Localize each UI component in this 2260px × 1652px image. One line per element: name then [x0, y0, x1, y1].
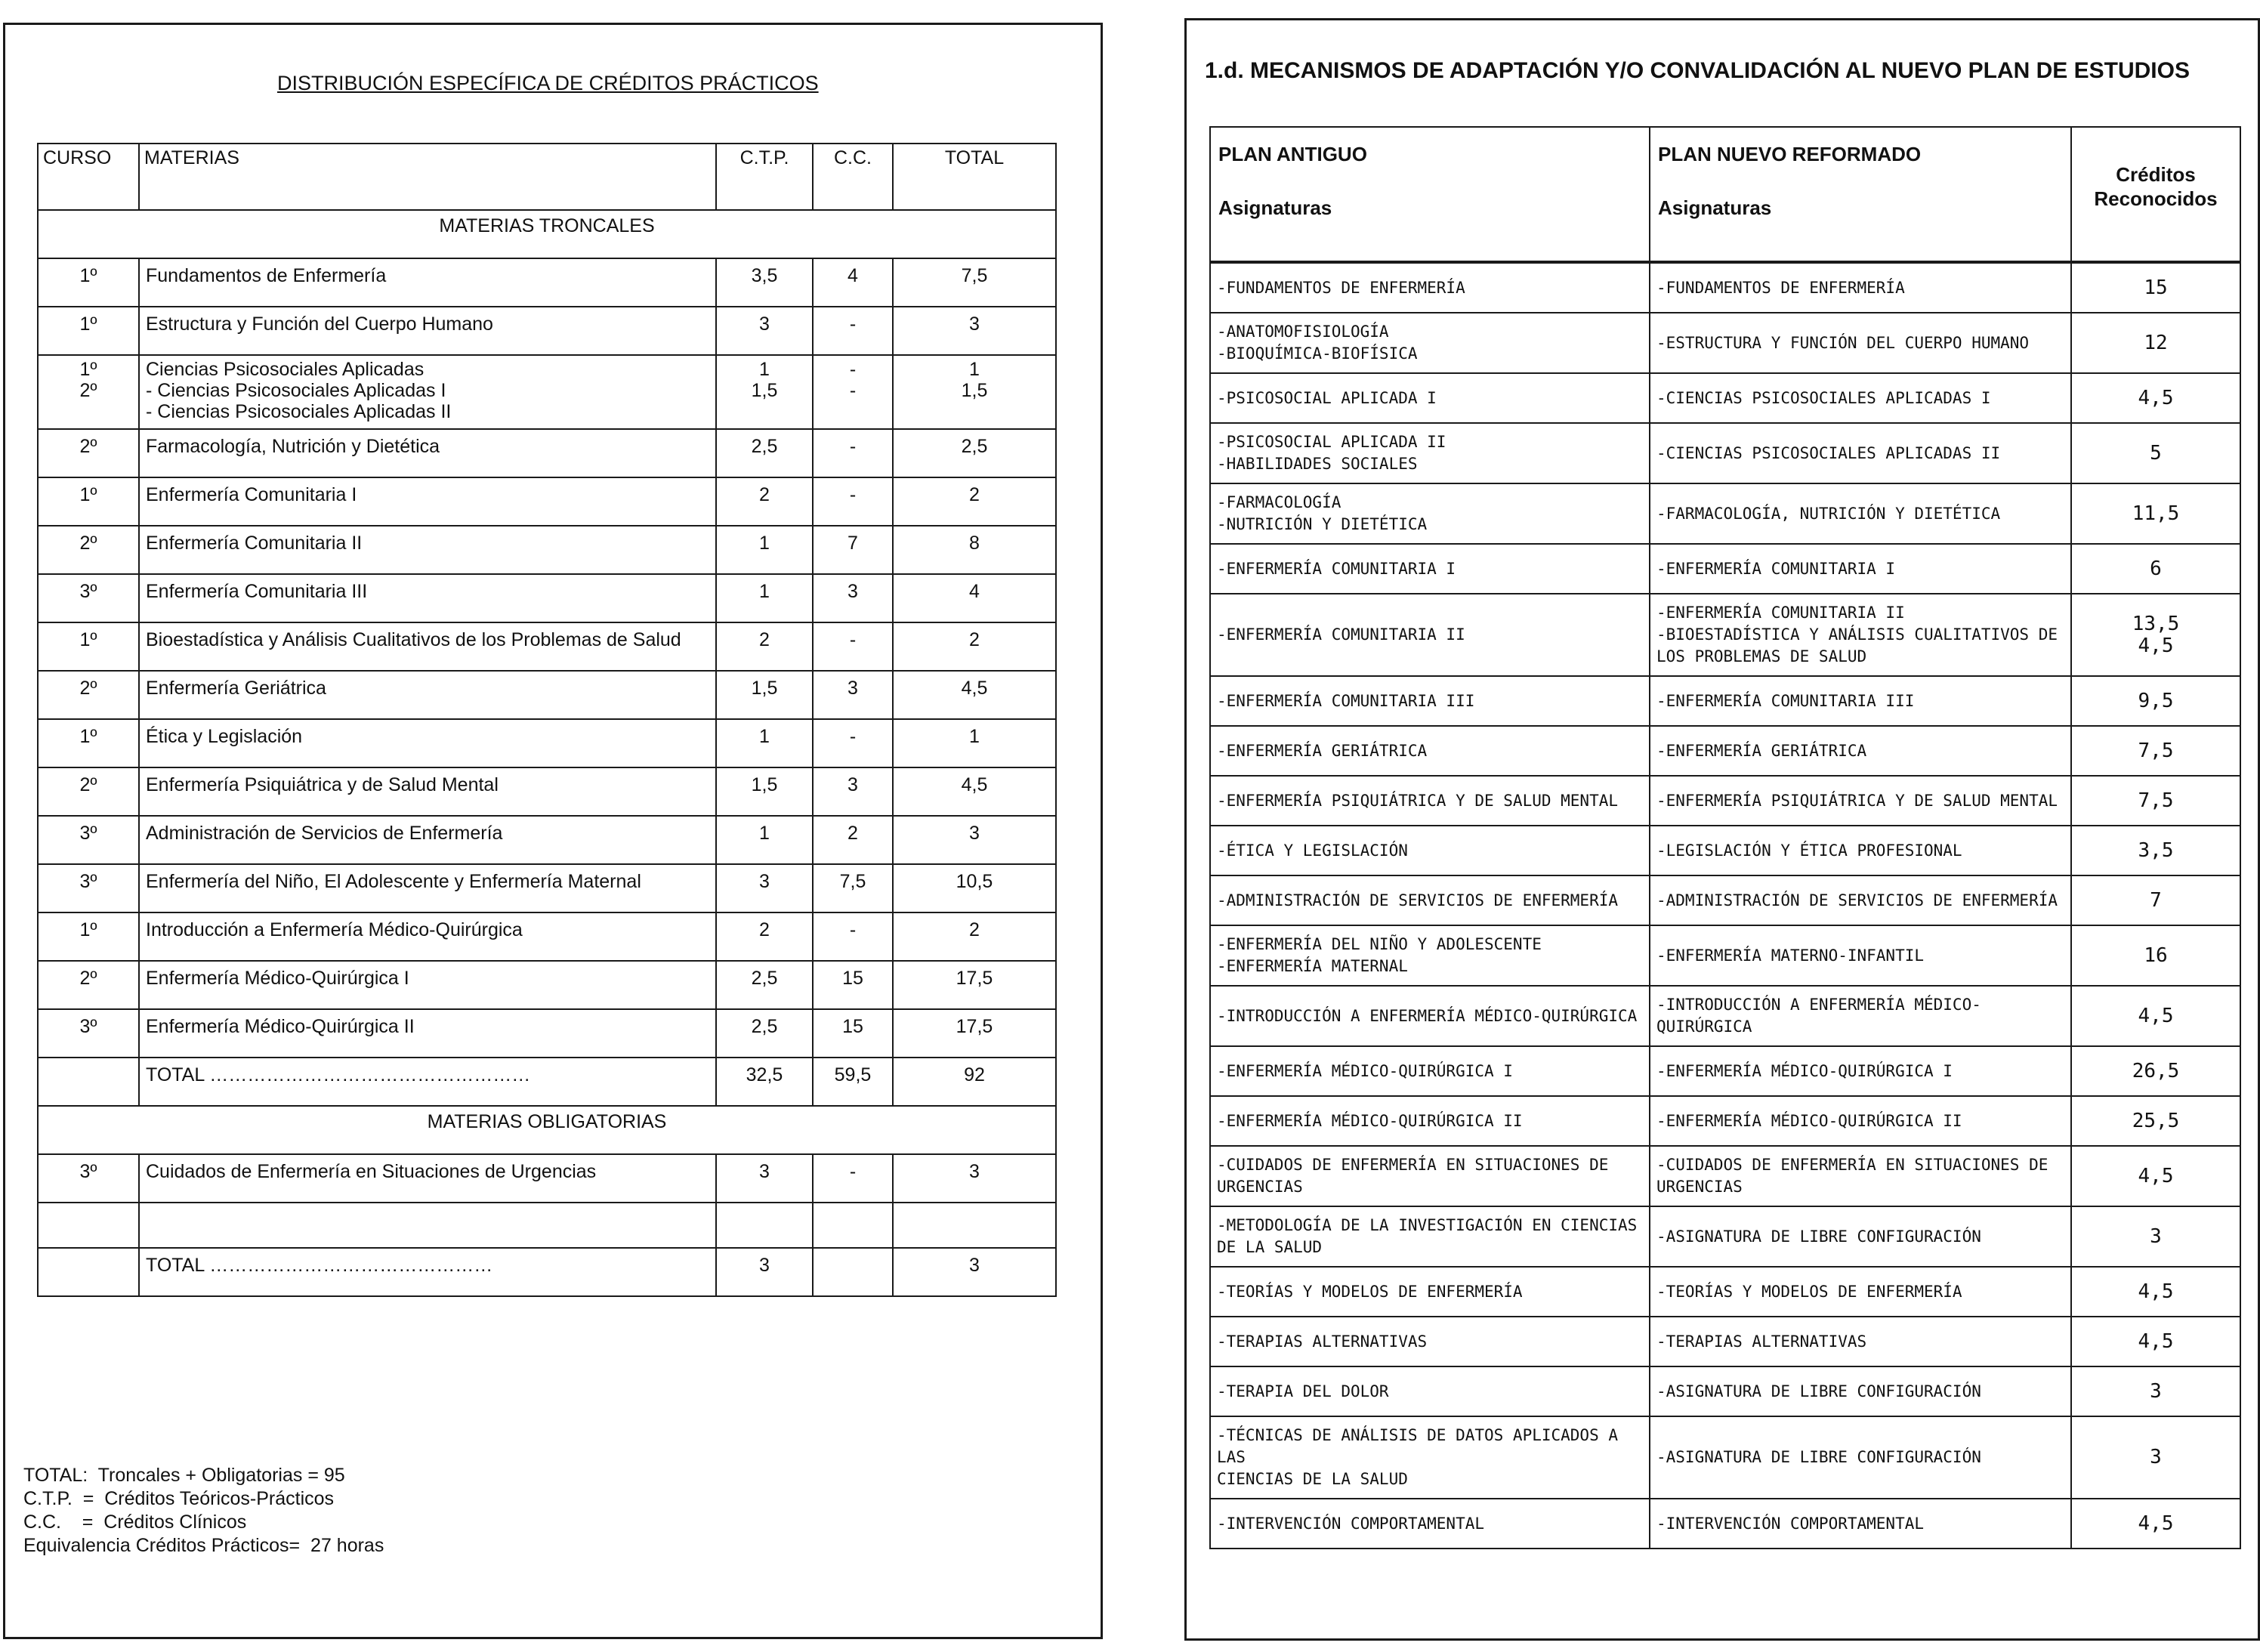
- ctp-cell: 2: [716, 477, 813, 526]
- column-header-cc: C.C.: [813, 144, 893, 210]
- curso-cell: [38, 1058, 139, 1106]
- curso-cell: 1º: [38, 258, 139, 307]
- page-title: DISTRIBUCIÓN ESPECÍFICA DE CRÉDITOS PRÁCTICOS: [277, 72, 819, 94]
- plan-antiguo-cell: -INTERVENCIÓN COMPORTAMENTAL: [1210, 1499, 1650, 1549]
- materia-cell: Introducción a Enfermería Médico-Quirúrgica: [139, 912, 716, 961]
- cc-cell: 15: [813, 961, 893, 1009]
- legend: [23, 1464, 384, 1558]
- cc-cell: 2: [813, 816, 893, 864]
- materia-cell: Ética y Legislación: [139, 719, 716, 767]
- table-row: [38, 1009, 1056, 1058]
- creditos-cell: 7,5: [2071, 726, 2240, 776]
- table-header-row: [1210, 127, 2240, 262]
- credits-table-body: [38, 210, 1056, 1296]
- header-label: PLAN ANTIGUO: [1218, 143, 1367, 165]
- table-row: [38, 912, 1056, 961]
- plan-antiguo-cell: -ENFERMERÍA PSIQUIÁTRICA Y DE SALUD MENTAL: [1210, 776, 1650, 826]
- curso-cell: 1º 2º: [38, 355, 139, 429]
- column-header-plan-nuevo: [1650, 127, 2071, 262]
- table-row: [1210, 726, 2240, 776]
- table-row: [38, 574, 1056, 622]
- materia-cell: Enfermería del Niño, El Adolescente y Enfermería Maternal: [139, 864, 716, 912]
- plan-nuevo-cell: -TEORÍAS Y MODELOS DE ENFERMERÍA: [1650, 1267, 2071, 1317]
- table-header-row: [38, 144, 1056, 210]
- plan-antiguo-cell: -ENFERMERÍA DEL NIÑO Y ADOLESCENTE -ENFERMERÍA MATERNAL: [1210, 925, 1650, 986]
- plan-antiguo-cell: -ENFERMERÍA COMUNITARIA I: [1210, 544, 1650, 594]
- cc-cell: -: [813, 1154, 893, 1203]
- equivalence-table-body: [1210, 262, 2240, 1549]
- total-cell: 2,5: [893, 429, 1056, 477]
- plan-nuevo-cell: -ENFERMERÍA MÉDICO-QUIRÚRGICA I: [1650, 1046, 2071, 1096]
- creditos-cell: 11,5: [2071, 483, 2240, 544]
- creditos-cell: 4,5: [2071, 1146, 2240, 1206]
- total-cell: 7,5: [893, 258, 1056, 307]
- column-header-plan-antiguo: [1210, 127, 1650, 262]
- plan-antiguo-cell: -TEORÍAS Y MODELOS DE ENFERMERÍA: [1210, 1267, 1650, 1317]
- plan-nuevo-cell: -ENFERMERÍA COMUNITARIA I: [1650, 544, 2071, 594]
- curso-cell: 2º: [38, 526, 139, 574]
- table-row: [38, 429, 1056, 477]
- ctp-cell: 2,5: [716, 429, 813, 477]
- table-row: [1210, 544, 2240, 594]
- legend-line: C.T.P. = Créditos Teóricos-Prácticos: [23, 1488, 335, 1509]
- total-cell: 4: [893, 574, 1056, 622]
- plan-antiguo-cell: -TÉCNICAS DE ANÁLISIS DE DATOS APLICADOS A LAS CIENCIAS DE LA SALUD: [1210, 1416, 1650, 1499]
- plan-nuevo-cell: -INTRODUCCIÓN A ENFERMERÍA MÉDICO-QUIRÚRGICA: [1650, 986, 2071, 1046]
- materia-cell: Enfermería Comunitaria I: [139, 477, 716, 526]
- curso-cell: 2º: [38, 429, 139, 477]
- total-cell: 3: [893, 816, 1056, 864]
- creditos-cell: 26,5: [2071, 1046, 2240, 1096]
- table-row: [1210, 1366, 2240, 1416]
- plan-nuevo-cell: -ENFERMERÍA MÉDICO-QUIRÚRGICA II: [1650, 1096, 2071, 1146]
- equivalence-table: [1209, 126, 2241, 1549]
- curso-cell: 2º: [38, 767, 139, 816]
- creditos-cell: 4,5: [2071, 373, 2240, 423]
- creditos-cell: 4,5: [2071, 986, 2240, 1046]
- creditos-cell: 4,5: [2071, 1499, 2240, 1549]
- plan-antiguo-cell: -METODOLOGÍA DE LA INVESTIGACIÓN EN CIENCIAS DE LA SALUD: [1210, 1206, 1650, 1267]
- total-cell: 4,5: [893, 671, 1056, 719]
- plan-nuevo-cell: -ENFERMERÍA COMUNITARIA II -BIOESTADÍSTICA Y ANÁLISIS CUALITATIVOS DE LOS PROBLEMAS DE SALUD: [1650, 594, 2071, 676]
- table-row: [1210, 986, 2240, 1046]
- total-row: [38, 1248, 1056, 1296]
- table-row: [1210, 925, 2240, 986]
- creditos-cell: 4,5: [2071, 1317, 2240, 1366]
- ctp-cell: 1: [716, 719, 813, 767]
- total-cell: 2: [893, 622, 1056, 671]
- creditos-cell: 12: [2071, 313, 2240, 373]
- table-row: [38, 767, 1056, 816]
- table-row: [38, 719, 1056, 767]
- legend-line: C.C. = Créditos Clínicos: [23, 1512, 247, 1533]
- plan-antiguo-cell: -PSICOSOCIAL APLICADA I: [1210, 373, 1650, 423]
- table-row: [38, 307, 1056, 355]
- table-row: [38, 355, 1056, 429]
- column-header-curso: CURSO: [38, 144, 139, 210]
- plan-antiguo-cell: -TERAPIA DEL DOLOR: [1210, 1366, 1650, 1416]
- blank-cell: [139, 1203, 716, 1248]
- blank-row: [38, 1203, 1056, 1248]
- plan-antiguo-cell: -ENFERMERÍA GERIÁTRICA: [1210, 726, 1650, 776]
- cc-cell: -: [813, 622, 893, 671]
- section-heading-obligatorias: MATERIAS OBLIGATORIAS: [38, 1106, 1056, 1154]
- table-row: [1210, 875, 2240, 925]
- table-row: [38, 258, 1056, 307]
- ctp-cell: 1: [716, 816, 813, 864]
- table-row: [1210, 1416, 2240, 1499]
- header-sublabel: Asignaturas: [1218, 196, 1332, 219]
- materia-cell: Cuidados de Enfermería en Situaciones de Urgencias: [139, 1154, 716, 1203]
- table-row: [38, 671, 1056, 719]
- table-row: [1210, 776, 2240, 826]
- plan-nuevo-cell: -ADMINISTRACIÓN DE SERVICIOS DE ENFERMERÍA: [1650, 875, 2071, 925]
- section-row: [38, 210, 1056, 258]
- ctp-cell: 2: [716, 912, 813, 961]
- total-cell: 3: [893, 1154, 1056, 1203]
- curso-cell: [38, 1248, 139, 1296]
- creditos-cell: 3: [2071, 1366, 2240, 1416]
- creditos-cell: 4,5: [2071, 1267, 2240, 1317]
- table-row: [38, 816, 1056, 864]
- curso-cell: 2º: [38, 671, 139, 719]
- curso-cell: 3º: [38, 1009, 139, 1058]
- table-row: [38, 526, 1056, 574]
- creditos-cell: 3: [2071, 1206, 2240, 1267]
- total-cell: 3: [893, 307, 1056, 355]
- ctp-cell: 3: [716, 864, 813, 912]
- column-header-total: TOTAL: [893, 144, 1056, 210]
- plan-nuevo-cell: -ENFERMERÍA MATERNO-INFANTIL: [1650, 925, 2071, 986]
- creditos-cell: 16: [2071, 925, 2240, 986]
- total-cell: 10,5: [893, 864, 1056, 912]
- header-sublabel: Asignaturas: [1658, 196, 1772, 219]
- curso-cell: 2º: [38, 961, 139, 1009]
- total-cell: 2: [893, 912, 1056, 961]
- plan-antiguo-cell: -TERAPIAS ALTERNATIVAS: [1210, 1317, 1650, 1366]
- cc-cell: -: [813, 429, 893, 477]
- total-cell: 17,5: [893, 1009, 1056, 1058]
- plan-nuevo-cell: -ESTRUCTURA Y FUNCIÓN DEL CUERPO HUMANO: [1650, 313, 2071, 373]
- plan-nuevo-cell: -INTERVENCIÓN COMPORTAMENTAL: [1650, 1499, 2071, 1549]
- ctp-cell: 2,5: [716, 1009, 813, 1058]
- plan-antiguo-cell: -ADMINISTRACIÓN DE SERVICIOS DE ENFERMERÍA: [1210, 875, 1650, 925]
- plan-nuevo-cell: -ENFERMERÍA PSIQUIÁTRICA Y DE SALUD MENTAL: [1650, 776, 2071, 826]
- cc-cell: 15: [813, 1009, 893, 1058]
- plan-nuevo-cell: -FUNDAMENTOS DE ENFERMERÍA: [1650, 262, 2071, 313]
- cc-cell: 59,5: [813, 1058, 893, 1106]
- column-header-creditos: Créditos Reconocidos: [2071, 127, 2240, 262]
- curso-cell: 3º: [38, 574, 139, 622]
- curso-cell: 1º: [38, 912, 139, 961]
- cc-cell: 4: [813, 258, 893, 307]
- plan-nuevo-cell: -CIENCIAS PSICOSOCIALES APLICADAS I: [1650, 373, 2071, 423]
- materia-cell: Fundamentos de Enfermería: [139, 258, 716, 307]
- plan-nuevo-cell: -TERAPIAS ALTERNATIVAS: [1650, 1317, 2071, 1366]
- curso-cell: 1º: [38, 307, 139, 355]
- table-row: [1210, 1317, 2240, 1366]
- plan-antiguo-cell: -ANATOMOFISIOLOGÍA -BIOQUÍMICA-BIOFÍSICA: [1210, 313, 1650, 373]
- materia-cell: Farmacología, Nutrición y Dietética: [139, 429, 716, 477]
- ctp-cell: 3: [716, 1248, 813, 1296]
- ctp-cell: 1: [716, 574, 813, 622]
- materia-cell: Enfermería Geriátrica: [139, 671, 716, 719]
- total-cell: 1: [893, 719, 1056, 767]
- total-label: TOTAL ………………………………………: [139, 1248, 716, 1296]
- creditos-cell: 7,5: [2071, 776, 2240, 826]
- ctp-cell: 3: [716, 307, 813, 355]
- table-row: [1210, 483, 2240, 544]
- materia-cell: Estructura y Función del Cuerpo Humano: [139, 307, 716, 355]
- cc-cell: -: [813, 719, 893, 767]
- header-label: PLAN NUEVO REFORMADO: [1658, 143, 1922, 165]
- blank-cell: [813, 1203, 893, 1248]
- creditos-cell: 7: [2071, 875, 2240, 925]
- page-title: 1.d. MECANISMOS DE ADAPTACIÓN Y/O CONVALIDACIÓN AL NUEVO PLAN DE ESTUDIOS: [1205, 58, 2190, 83]
- table-row: [38, 961, 1056, 1009]
- plan-nuevo-cell: -ASIGNATURA DE LIBRE CONFIGURACIÓN: [1650, 1206, 2071, 1267]
- plan-antiguo-cell: -ÉTICA Y LEGISLACIÓN: [1210, 826, 1650, 875]
- creditos-cell: 6: [2071, 544, 2240, 594]
- table-row: [1210, 1499, 2240, 1549]
- plan-nuevo-cell: -CIENCIAS PSICOSOCIALES APLICADAS II: [1650, 423, 2071, 483]
- table-row: [1210, 423, 2240, 483]
- plan-antiguo-cell: -FUNDAMENTOS DE ENFERMERÍA: [1210, 262, 1650, 313]
- plan-antiguo-cell: -CUIDADOS DE ENFERMERÍA EN SITUACIONES DE URGENCIAS: [1210, 1146, 1650, 1206]
- creditos-cell: 9,5: [2071, 676, 2240, 726]
- section-heading-troncales: MATERIAS TRONCALES: [38, 210, 1056, 258]
- plan-antiguo-cell: -ENFERMERÍA MÉDICO-QUIRÚRGICA II: [1210, 1096, 1650, 1146]
- materia-cell: Ciencias Psicosociales Aplicadas - Ciencias Psicosociales Aplicadas I - Ciencias Psicosociales Aplicadas II: [139, 355, 716, 429]
- table-row: [38, 477, 1056, 526]
- table-row: [1210, 262, 2240, 313]
- table-row: [1210, 1267, 2240, 1317]
- ctp-cell: 1,5: [716, 767, 813, 816]
- plan-nuevo-cell: -ENFERMERÍA GERIÁTRICA: [1650, 726, 2071, 776]
- creditos-cell: 15: [2071, 262, 2240, 313]
- plan-antiguo-cell: -PSICOSOCIAL APLICADA II -HABILIDADES SOCIALES: [1210, 423, 1650, 483]
- table-row: [38, 1154, 1056, 1203]
- plan-nuevo-cell: -FARMACOLOGÍA, NUTRICIÓN Y DIETÉTICA: [1650, 483, 2071, 544]
- section-row: [38, 1106, 1056, 1154]
- materia-cell: Administración de Servicios de Enfermería: [139, 816, 716, 864]
- column-header-materias: MATERIAS: [139, 144, 716, 210]
- ctp-cell: 1,5: [716, 671, 813, 719]
- creditos-cell: 3: [2071, 1416, 2240, 1499]
- materia-cell: Enfermería Médico-Quirúrgica I: [139, 961, 716, 1009]
- curso-cell: 1º: [38, 477, 139, 526]
- ctp-cell: 2: [716, 622, 813, 671]
- left-document-page: [3, 23, 1103, 1639]
- creditos-cell: 25,5: [2071, 1096, 2240, 1146]
- total-cell: 8: [893, 526, 1056, 574]
- legend-line: TOTAL: Troncales + Obligatorias = 95: [23, 1465, 345, 1486]
- total-cell: 3: [893, 1248, 1056, 1296]
- table-row: [1210, 676, 2240, 726]
- plan-antiguo-cell: -ENFERMERÍA COMUNITARIA III: [1210, 676, 1650, 726]
- plan-antiguo-cell: -ENFERMERÍA COMUNITARIA II: [1210, 594, 1650, 676]
- curso-cell: 3º: [38, 816, 139, 864]
- materia-cell: Enfermería Comunitaria III: [139, 574, 716, 622]
- column-header-ctp: C.T.P.: [716, 144, 813, 210]
- ctp-cell: 32,5: [716, 1058, 813, 1106]
- table-row: [1210, 373, 2240, 423]
- plan-nuevo-cell: -ENFERMERÍA COMUNITARIA III: [1650, 676, 2071, 726]
- total-cell: 4,5: [893, 767, 1056, 816]
- right-document-page: [1184, 18, 2260, 1641]
- creditos-cell: 13,5 4,5: [2071, 594, 2240, 676]
- total-cell: 92: [893, 1058, 1056, 1106]
- curso-cell: 3º: [38, 1154, 139, 1203]
- plan-nuevo-cell: -ASIGNATURA DE LIBRE CONFIGURACIÓN: [1650, 1366, 2071, 1416]
- legend-line: Equivalencia Créditos Prácticos= 27 horas: [23, 1535, 384, 1556]
- curso-cell: 3º: [38, 864, 139, 912]
- curso-cell: 1º: [38, 719, 139, 767]
- materia-cell: Bioestadística y Análisis Cualitativos de los Problemas de Salud: [139, 622, 716, 671]
- table-row: [1210, 1146, 2240, 1206]
- materia-cell: Enfermería Comunitaria II: [139, 526, 716, 574]
- total-cell: 1 1,5: [893, 355, 1056, 429]
- curso-cell: 1º: [38, 622, 139, 671]
- cc-cell: 7: [813, 526, 893, 574]
- table-row: [1210, 313, 2240, 373]
- materia-cell: Enfermería Médico-Quirúrgica II: [139, 1009, 716, 1058]
- ctp-cell: 3: [716, 1154, 813, 1203]
- plan-antiguo-cell: -FARMACOLOGÍA -NUTRICIÓN Y DIETÉTICA: [1210, 483, 1650, 544]
- table-row: [1210, 594, 2240, 676]
- ctp-cell: 2,5: [716, 961, 813, 1009]
- plan-antiguo-cell: -ENFERMERÍA MÉDICO-QUIRÚRGICA I: [1210, 1046, 1650, 1096]
- blank-cell: [716, 1203, 813, 1248]
- cc-cell: 7,5: [813, 864, 893, 912]
- table-row: [1210, 1046, 2240, 1096]
- table-row: [1210, 1206, 2240, 1267]
- total-cell: 2: [893, 477, 1056, 526]
- plan-antiguo-cell: -INTRODUCCIÓN A ENFERMERÍA MÉDICO-QUIRÚRGICA: [1210, 986, 1650, 1046]
- plan-nuevo-cell: -CUIDADOS DE ENFERMERÍA EN SITUACIONES DE URGENCIAS: [1650, 1146, 2071, 1206]
- ctp-cell: 1: [716, 526, 813, 574]
- blank-cell: [893, 1203, 1056, 1248]
- creditos-cell: 3,5: [2071, 826, 2240, 875]
- table-row: [1210, 1096, 2240, 1146]
- credits-table: [37, 143, 1057, 1297]
- cc-cell: -: [813, 912, 893, 961]
- cc-cell: -: [813, 307, 893, 355]
- total-row: [38, 1058, 1056, 1106]
- total-label: TOTAL ……………………………………………: [139, 1058, 716, 1106]
- plan-nuevo-cell: -ASIGNATURA DE LIBRE CONFIGURACIÓN: [1650, 1416, 2071, 1499]
- table-row: [38, 864, 1056, 912]
- cc-cell: 3: [813, 767, 893, 816]
- cc-cell: 3: [813, 574, 893, 622]
- creditos-cell: 5: [2071, 423, 2240, 483]
- cc-cell: - -: [813, 355, 893, 429]
- ctp-cell: 3,5: [716, 258, 813, 307]
- ctp-cell: 1 1,5: [716, 355, 813, 429]
- cc-cell: [813, 1248, 893, 1296]
- table-row: [38, 622, 1056, 671]
- cc-cell: -: [813, 477, 893, 526]
- table-row: [1210, 826, 2240, 875]
- materia-cell: Enfermería Psiquiátrica y de Salud Mental: [139, 767, 716, 816]
- blank-cell: [38, 1203, 139, 1248]
- cc-cell: 3: [813, 671, 893, 719]
- total-cell: 17,5: [893, 961, 1056, 1009]
- plan-nuevo-cell: -LEGISLACIÓN Y ÉTICA PROFESIONAL: [1650, 826, 2071, 875]
